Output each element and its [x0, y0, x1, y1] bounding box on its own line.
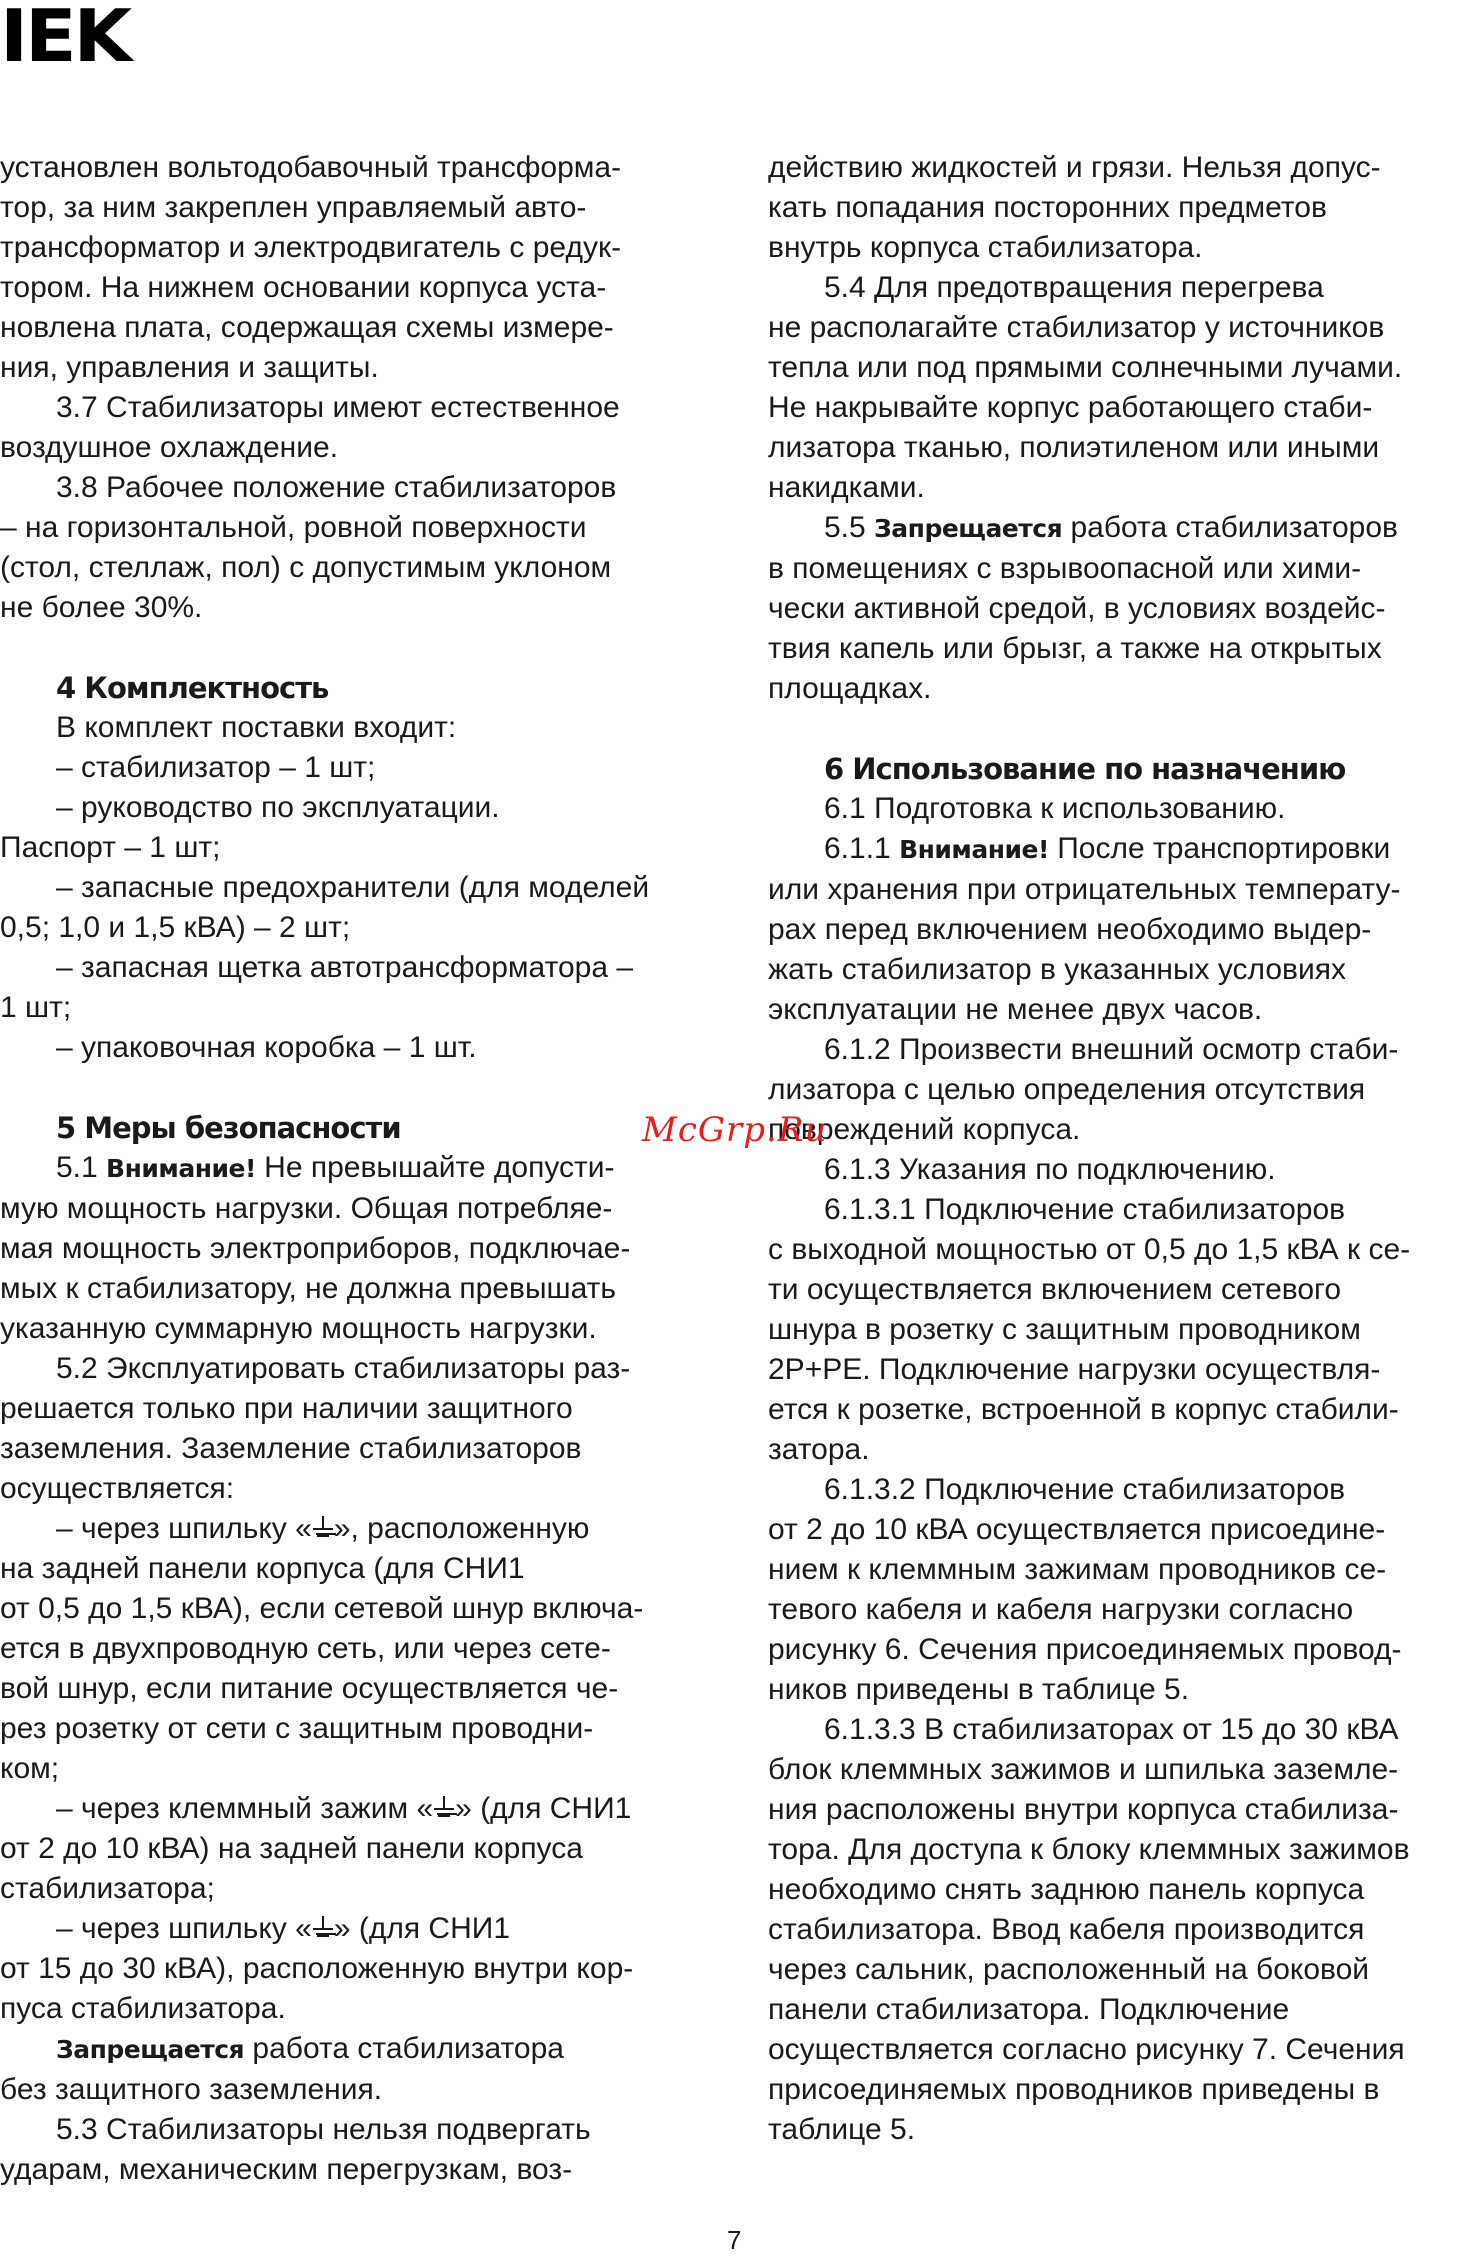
section-heading: 6 Использование по назначению	[824, 752, 1346, 786]
line-text: После транспортировки	[1048, 832, 1391, 865]
watermark: McGrp.Ru	[642, 1110, 828, 1150]
text-line	[768, 508, 1471, 549]
text-line: – запасные предохранители (для моделей	[56, 871, 650, 904]
line-text: работа стабилизаторов	[1062, 511, 1398, 544]
spacer	[0, 1068, 712, 1108]
text-line: заземления. Заземление стабилизаторов	[0, 1432, 582, 1465]
line-text: Не превышайте допусти-	[255, 1151, 615, 1184]
text-line: действию жидкостей и грязи. Нельзя допус-	[768, 151, 1381, 184]
text-line: шнура в розетку с защитным проводником	[768, 1313, 1361, 1346]
text-line: внутрь корпуса стабилизатора.	[768, 231, 1203, 264]
text-line: 6.1.3.3 В стабилизаторах от 15 до 30 кВА	[824, 1713, 1399, 1746]
text-line: или хранения при отрицательных температу-	[768, 873, 1401, 906]
text-line: 6.1.3 Указания по подключению.	[824, 1153, 1276, 1186]
text-line: присоединяемых проводников приведены в	[768, 2073, 1380, 2106]
text-line: от 0,5 до 1,5 кВА), если сетевой шнур включа-	[0, 1592, 644, 1625]
text-line: панели стабилизатора. Подключение	[768, 1993, 1290, 2026]
warning-keyword: Запрещается	[56, 2035, 245, 2064]
text-line: рах перед включением необходимо выдер-	[768, 913, 1372, 946]
text-line: 1 шт;	[0, 991, 72, 1024]
text-line	[768, 829, 1471, 870]
text-line: 2Р+РЕ. Подключение нагрузки осуществля-	[768, 1353, 1381, 1386]
text-line: блок клеммных зажимов и шпилька заземле-	[768, 1753, 1399, 1786]
text-line: на задней панели корпуса (для СНИ1	[0, 1552, 525, 1585]
ground-icon	[312, 1516, 334, 1540]
text-line: не располагайте стабилизатор у источников	[768, 311, 1385, 344]
text-line: новлена плата, содержащая схемы измере-	[0, 311, 614, 344]
text-line: повреждений корпуса.	[768, 1113, 1081, 1146]
text-line: пуса стабилизатора.	[0, 1992, 286, 2025]
text-line: стабилизатора. Ввод кабеля производится	[768, 1913, 1365, 1946]
spacer	[0, 628, 712, 668]
text-line: тевого кабеля и кабеля нагрузки согласно	[768, 1593, 1354, 1626]
text-line: – на горизонтальной, ровной поверхности	[0, 511, 587, 544]
text-line: мую мощность нагрузки. Общая потребляе-	[0, 1192, 613, 1225]
text-line: ния расположены внутри корпуса стабилиза-	[768, 1793, 1399, 1826]
spacer	[768, 709, 1471, 749]
text-line: 6.1.3.2 Подключение стабилизаторов	[824, 1473, 1346, 1506]
line-text: 6.1.1	[824, 832, 900, 865]
text-line: решается только при наличии защитного	[0, 1392, 573, 1425]
text-line: тором. На нижнем основании корпуса уста-	[0, 271, 607, 304]
text-line: без защитного заземления.	[0, 2073, 383, 2106]
text-line: В комплект поставки входит:	[56, 711, 457, 744]
line-text: – через шпильку «	[56, 1512, 312, 1545]
text-line: лизатора с целью определения отсутствия	[768, 1073, 1366, 1106]
text-line	[0, 1789, 712, 1829]
text-line: (стол, стеллаж, пол) с допустимым уклоном	[0, 551, 612, 584]
text-line: тепла или под прямыми солнечными лучами.	[768, 351, 1403, 384]
text-line: мых к стабилизатору, не должна превышать	[0, 1272, 617, 1305]
text-line: 0,5; 1,0 и 1,5 кВА) – 2 шт;	[0, 911, 351, 944]
text-line: 6.1 Подготовка к использованию.	[824, 792, 1286, 825]
text-line: воздушное охлаждение.	[0, 431, 339, 464]
text-line: рисунку 6. Сечения присоединяемых провод-	[768, 1633, 1402, 1666]
text-line: с выходной мощностью от 0,5 до 1,5 кВА к се-	[768, 1233, 1411, 1266]
line-text: 5.5	[824, 511, 875, 544]
line-text: », расположенную	[333, 1512, 590, 1545]
text-line: эксплуатации не менее двух часов.	[768, 993, 1263, 1026]
line-text: работа стабилизатора	[244, 2032, 564, 2065]
text-line	[0, 1509, 712, 1549]
text-line: лизатора тканью, полиэтиленом или иными	[768, 431, 1380, 464]
text-line: накидками.	[768, 471, 925, 504]
text-line: 5.4 Для предотвращения перегрева	[824, 271, 1324, 304]
text-line: указанную суммарную мощность нагрузки.	[0, 1312, 597, 1345]
iek-logo: IEK	[0, 0, 129, 78]
text-line: 5.2 Эксплуатировать стабилизаторы раз-	[56, 1352, 631, 1385]
text-line: рез розетку от сети с защитным проводни-	[0, 1712, 594, 1745]
text-line: установлен вольтодобавочный трансформа-	[0, 151, 622, 184]
text-line: ется к розетке, встроенной в корпус стабили-	[768, 1393, 1399, 1426]
text-line: необходимо снять заднюю панель корпуса	[768, 1873, 1365, 1906]
line-text: 5.1	[56, 1151, 107, 1184]
text-line: – стабилизатор – 1 шт;	[56, 751, 376, 784]
text-line: жать стабилизатор в указанных условиях	[768, 953, 1346, 986]
text-line: Паспорт – 1 шт;	[0, 831, 221, 864]
warning-keyword: Внимание!	[899, 835, 1049, 864]
text-line: ударам, механическим перегрузкам, воз-	[0, 2153, 573, 2186]
text-line: 3.7 Стабилизаторы имеют естественное	[56, 391, 620, 424]
ground-icon	[433, 1796, 455, 1820]
left-column	[0, 148, 712, 2190]
text-line: тор, за ним закреплен управляемый авто-	[0, 191, 587, 224]
text-line: нием к клеммным зажимам проводников се-	[768, 1553, 1387, 1586]
text-line: ется в двухпроводную сеть, или через сете-	[0, 1632, 611, 1665]
text-line: 5.3 Стабилизаторы нельзя подвергать	[56, 2113, 591, 2146]
text-line: не более 30%.	[0, 591, 203, 624]
text-line: 6.1.2 Произвести внешний осмотр стаби-	[824, 1033, 1399, 1066]
text-line: осуществляется:	[0, 1472, 235, 1505]
text-line	[0, 1909, 712, 1949]
section-heading: 4 Комплектность	[56, 671, 329, 705]
text-line: ти осуществляется включением сетевого	[768, 1273, 1342, 1306]
text-line: площадках.	[768, 672, 932, 705]
line-text: – через клеммный зажим «	[56, 1792, 434, 1825]
text-line: ников приведены в таблице 5.	[768, 1673, 1190, 1706]
warning-keyword: Запрещается	[874, 514, 1063, 543]
text-line: кать попадания посторонних предметов	[768, 191, 1327, 224]
text-line: мая мощность электроприборов, подключае-	[0, 1232, 631, 1265]
text-line: от 2 до 10 кВА) на задней панели корпуса	[0, 1832, 583, 1865]
line-text: » (для СНИ1	[333, 1912, 511, 1945]
text-line: ния, управления и защиты.	[0, 351, 379, 384]
text-line: через сальник, расположенный на боковой	[768, 1953, 1370, 1986]
text-line: – упаковочная коробка – 1 шт.	[56, 1031, 477, 1064]
text-line: чески активной средой, в условиях воздейс-	[768, 592, 1386, 625]
line-text: » (для СНИ1	[455, 1792, 632, 1825]
text-line: Не накрывайте корпус работающего стаби-	[768, 391, 1373, 424]
warning-keyword: Внимание!	[106, 1154, 256, 1183]
line-text: – через шпильку «	[56, 1912, 312, 1945]
section-heading: 5 Меры безопасности	[56, 1111, 401, 1145]
text-line: твия капель или брызг, а также на открытых	[768, 632, 1382, 665]
right-column	[768, 148, 1471, 2150]
text-line: в помещениях с взрывоопасной или хими-	[768, 552, 1362, 585]
text-line: осуществляется согласно рисунку 7. Сечения	[768, 2033, 1405, 2066]
text-line	[0, 2029, 712, 2070]
text-line: стабилизатора;	[0, 1872, 215, 1905]
text-line: таблице 5.	[768, 2113, 916, 2146]
text-line: вой шнур, если питание осуществляется че-	[0, 1672, 619, 1705]
text-line: – руководство по эксплуатации.	[56, 791, 500, 824]
text-line: 3.8 Рабочее положение стабилизаторов	[56, 471, 617, 504]
text-line	[0, 1148, 712, 1189]
text-line: от 15 до 30 кВА), расположенную внутри кор-	[0, 1952, 634, 1985]
page-number: 7	[727, 2225, 742, 2255]
text-line: тора. Для доступа к блоку клеммных зажимов	[768, 1833, 1410, 1866]
text-line: 6.1.3.1 Подключение стабилизаторов	[824, 1193, 1346, 1226]
text-line: от 2 до 10 кВА осуществляется присоедине-	[768, 1513, 1386, 1546]
text-line: трансформатор и электродвигатель с редук-	[0, 231, 622, 264]
ground-icon	[312, 1916, 334, 1940]
text-line: затора.	[768, 1433, 870, 1466]
text-line: – запасная щетка автотрансформатора –	[56, 951, 634, 984]
text-line: ком;	[0, 1752, 60, 1785]
